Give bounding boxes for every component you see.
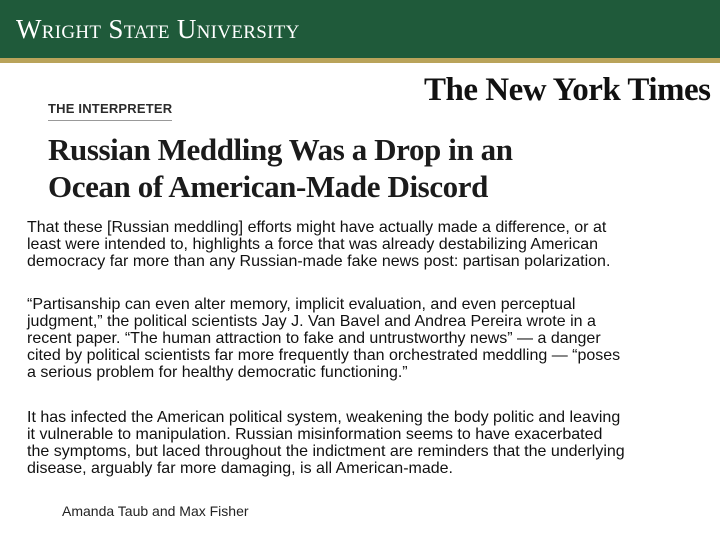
section-label: THE INTERPRETER [48,101,172,121]
university-name: Wright State University [16,14,300,44]
article-paragraph-3: It has infected the American political system, weakening the body politic and leaving it vulnerable to manipulation. Russian misinformation seems to have exacerbated the symptoms, but laced throughout the indictment are reminders that the underlying disease, arguably far more damaging, is all American-made. [27,409,625,477]
nyt-masthead-logo: The New York Times [424,72,711,108]
university-header-bar [0,0,720,58]
article-byline: Amanda Taub and Max Fisher [62,503,249,519]
header-gold-rule [0,58,720,63]
article-headline: Russian Meddling Was a Drop in an Ocean of American-Made Discord [48,132,513,204]
article-paragraph-2: “Partisanship can even alter memory, implicit evaluation, and even perceptual judgment,” the political scientists Jay J. Van Bavel and Andrea Pereira wrote in a recent paper. “The human attraction to fake and untrustworthy news” — a danger cited by political scientists far more frequently than orchestrated meddling — “poses a serious problem for healthy democratic functioning.” [27,296,621,381]
article-paragraph-1: That these [Russian meddling] efforts might have actually made a difference, or at least were intended to, highlights a force that was already destabilizing American democracy far more than any Russian-made fake news post: partisan polarization. [27,219,611,270]
